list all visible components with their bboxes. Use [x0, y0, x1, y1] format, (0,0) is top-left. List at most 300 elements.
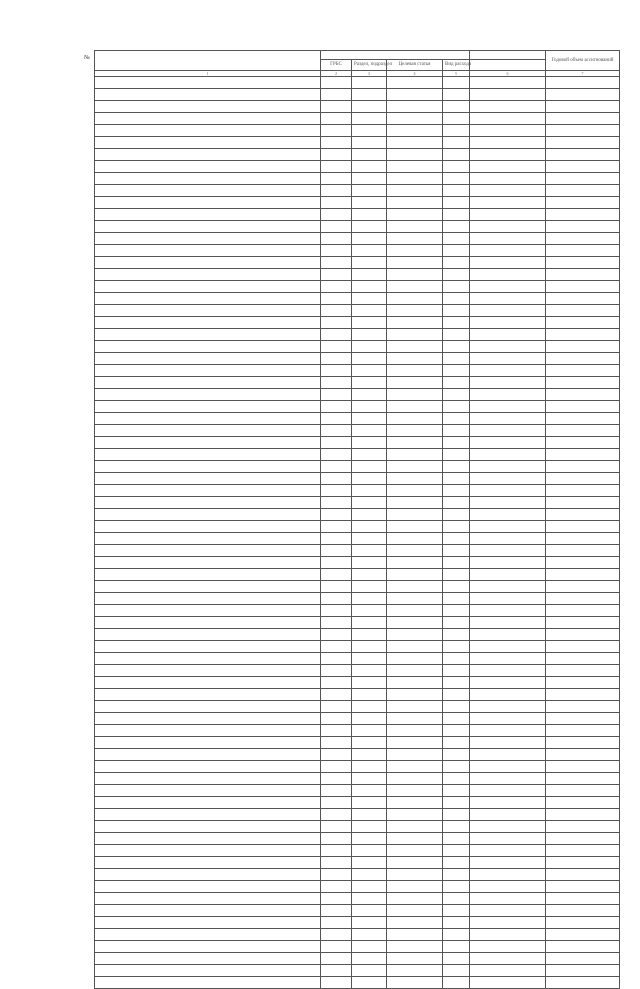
- row-grbs-cell: [321, 641, 352, 653]
- row-name-cell: [95, 365, 321, 377]
- row-target-cell: [387, 185, 443, 197]
- row-extra-cell: [470, 701, 546, 713]
- row-target-cell: [387, 521, 443, 533]
- row-amount-cell: [546, 965, 620, 977]
- row-name-cell: [95, 305, 321, 317]
- row-name-cell: [95, 941, 321, 953]
- row-target-cell: [387, 149, 443, 161]
- row-target-cell: [387, 833, 443, 845]
- table-header-row-top: [95, 51, 620, 60]
- table-row: [95, 497, 620, 509]
- row-section-cell: [352, 377, 387, 389]
- row-grbs-cell: [321, 365, 352, 377]
- row-grbs-cell: [321, 449, 352, 461]
- row-amount-cell: [546, 605, 620, 617]
- row-target-cell: [387, 125, 443, 137]
- row-extra-cell: [470, 785, 546, 797]
- row-name-cell: [95, 257, 321, 269]
- row-grbs-cell: [321, 941, 352, 953]
- row-section-cell: [352, 797, 387, 809]
- row-section-cell: [352, 317, 387, 329]
- table-row: [95, 581, 620, 593]
- row-grbs-cell: [321, 977, 352, 989]
- table-row: [95, 101, 620, 113]
- row-extra-cell: [470, 281, 546, 293]
- row-amount-cell: [546, 581, 620, 593]
- row-kind-cell: [443, 869, 470, 881]
- row-grbs-cell: [321, 221, 352, 233]
- table-row: [95, 665, 620, 677]
- table-row: [95, 425, 620, 437]
- row-target-cell: [387, 785, 443, 797]
- row-extra-cell: [470, 101, 546, 113]
- row-kind-cell: [443, 473, 470, 485]
- table-row: [95, 833, 620, 845]
- row-extra-cell: [470, 953, 546, 965]
- table-row: [95, 449, 620, 461]
- row-name-cell: [95, 665, 321, 677]
- row-extra-cell: [470, 257, 546, 269]
- row-amount-cell: [546, 281, 620, 293]
- column-header-grbs: ГРБС: [321, 60, 352, 71]
- row-extra-cell: [470, 209, 546, 221]
- table-row: [95, 953, 620, 965]
- row-name-cell: [95, 233, 321, 245]
- row-amount-cell: [546, 761, 620, 773]
- row-name-cell: [95, 581, 321, 593]
- row-kind-cell: [443, 665, 470, 677]
- row-name-cell: [95, 509, 321, 521]
- row-name-cell: [95, 113, 321, 125]
- row-amount-cell: [546, 149, 620, 161]
- row-grbs-cell: [321, 953, 352, 965]
- row-target-cell: [387, 509, 443, 521]
- row-amount-cell: [546, 593, 620, 605]
- row-kind-cell: [443, 353, 470, 365]
- row-grbs-cell: [321, 665, 352, 677]
- row-extra-cell: [470, 725, 546, 737]
- row-section-cell: [352, 197, 387, 209]
- row-section-cell: [352, 809, 387, 821]
- row-grbs-cell: [321, 245, 352, 257]
- row-target-cell: [387, 317, 443, 329]
- row-extra-cell: [470, 773, 546, 785]
- table-row: [95, 689, 620, 701]
- row-amount-cell: [546, 689, 620, 701]
- row-amount-cell: [546, 89, 620, 101]
- row-kind-cell: [443, 773, 470, 785]
- row-section-cell: [352, 461, 387, 473]
- table-row: [95, 365, 620, 377]
- table-row: [95, 749, 620, 761]
- row-name-cell: [95, 773, 321, 785]
- row-name-cell: [95, 965, 321, 977]
- row-grbs-cell: [321, 701, 352, 713]
- row-name-cell: [95, 617, 321, 629]
- row-grbs-cell: [321, 101, 352, 113]
- row-grbs-cell: [321, 389, 352, 401]
- row-grbs-cell: [321, 161, 352, 173]
- row-kind-cell: [443, 233, 470, 245]
- row-name-cell: [95, 173, 321, 185]
- table-row: [95, 809, 620, 821]
- row-target-cell: [387, 581, 443, 593]
- row-name-cell: [95, 317, 321, 329]
- row-extra-cell: [470, 269, 546, 281]
- row-grbs-cell: [321, 233, 352, 245]
- row-kind-cell: [443, 185, 470, 197]
- row-amount-cell: [546, 101, 620, 113]
- row-name-cell: [95, 881, 321, 893]
- row-section-cell: [352, 545, 387, 557]
- row-amount-cell: [546, 845, 620, 857]
- row-grbs-cell: [321, 77, 352, 89]
- row-extra-cell: [470, 197, 546, 209]
- row-section-cell: [352, 761, 387, 773]
- row-grbs-cell: [321, 689, 352, 701]
- row-kind-cell: [443, 209, 470, 221]
- row-name-cell: [95, 857, 321, 869]
- table-row: [95, 677, 620, 689]
- row-grbs-cell: [321, 809, 352, 821]
- row-extra-cell: [470, 605, 546, 617]
- row-grbs-cell: [321, 761, 352, 773]
- row-target-cell: [387, 821, 443, 833]
- row-section-cell: [352, 737, 387, 749]
- column-header-section: Раздел, подраздел: [352, 60, 387, 71]
- row-kind-cell: [443, 509, 470, 521]
- table-row: [95, 533, 620, 545]
- row-kind-cell: [443, 437, 470, 449]
- row-name-cell: [95, 605, 321, 617]
- row-name-cell: [95, 713, 321, 725]
- row-grbs-cell: [321, 569, 352, 581]
- row-target-cell: [387, 449, 443, 461]
- row-target-cell: [387, 269, 443, 281]
- row-section-cell: [352, 857, 387, 869]
- row-target-cell: [387, 473, 443, 485]
- row-amount-cell: [546, 173, 620, 185]
- row-name-cell: [95, 437, 321, 449]
- row-target-cell: [387, 365, 443, 377]
- table-row: [95, 317, 620, 329]
- row-name-cell: [95, 269, 321, 281]
- row-grbs-cell: [321, 521, 352, 533]
- row-target-cell: [387, 389, 443, 401]
- row-extra-cell: [470, 869, 546, 881]
- table-row: [95, 869, 620, 881]
- row-kind-cell: [443, 161, 470, 173]
- row-name-cell: [95, 497, 321, 509]
- row-grbs-cell: [321, 197, 352, 209]
- row-grbs-cell: [321, 749, 352, 761]
- row-grbs-cell: [321, 629, 352, 641]
- row-amount-cell: [546, 485, 620, 497]
- row-target-cell: [387, 281, 443, 293]
- row-extra-cell: [470, 809, 546, 821]
- row-amount-cell: [546, 653, 620, 665]
- row-kind-cell: [443, 809, 470, 821]
- table-row: [95, 593, 620, 605]
- row-name-cell: [95, 401, 321, 413]
- row-name-cell: [95, 245, 321, 257]
- table-row: [95, 737, 620, 749]
- table-row: [95, 509, 620, 521]
- row-kind-cell: [443, 257, 470, 269]
- row-grbs-cell: [321, 437, 352, 449]
- row-target-cell: [387, 425, 443, 437]
- row-name-cell: [95, 89, 321, 101]
- row-target-cell: [387, 905, 443, 917]
- row-amount-cell: [546, 869, 620, 881]
- row-target-cell: [387, 437, 443, 449]
- row-section-cell: [352, 893, 387, 905]
- row-kind-cell: [443, 245, 470, 257]
- column-number: 4: [387, 71, 443, 77]
- row-extra-cell: [470, 245, 546, 257]
- row-section-cell: [352, 485, 387, 497]
- row-amount-cell: [546, 461, 620, 473]
- column-header-kind: Вид расхода: [443, 60, 470, 71]
- row-target-cell: [387, 857, 443, 869]
- row-extra-cell: [470, 185, 546, 197]
- table-row: [95, 641, 620, 653]
- row-kind-cell: [443, 629, 470, 641]
- row-grbs-cell: [321, 773, 352, 785]
- row-grbs-cell: [321, 833, 352, 845]
- row-kind-cell: [443, 737, 470, 749]
- row-name-cell: [95, 209, 321, 221]
- row-kind-cell: [443, 221, 470, 233]
- row-grbs-cell: [321, 905, 352, 917]
- row-target-cell: [387, 341, 443, 353]
- row-grbs-cell: [321, 401, 352, 413]
- row-section-cell: [352, 233, 387, 245]
- row-extra-cell: [470, 593, 546, 605]
- row-section-cell: [352, 713, 387, 725]
- column-number: 1: [95, 71, 321, 77]
- row-grbs-cell: [321, 965, 352, 977]
- row-extra-cell: [470, 365, 546, 377]
- row-section-cell: [352, 425, 387, 437]
- row-section-cell: [352, 77, 387, 89]
- row-kind-cell: [443, 341, 470, 353]
- row-section-cell: [352, 641, 387, 653]
- row-section-cell: [352, 785, 387, 797]
- row-amount-cell: [546, 881, 620, 893]
- row-extra-cell: [470, 449, 546, 461]
- table-row: [95, 977, 620, 989]
- row-kind-cell: [443, 929, 470, 941]
- row-name-cell: [95, 929, 321, 941]
- row-target-cell: [387, 953, 443, 965]
- table-row: [95, 857, 620, 869]
- table-row: [95, 161, 620, 173]
- row-section-cell: [352, 941, 387, 953]
- row-kind-cell: [443, 785, 470, 797]
- row-target-cell: [387, 845, 443, 857]
- row-name-cell: [95, 569, 321, 581]
- row-extra-cell: [470, 461, 546, 473]
- row-grbs-cell: [321, 185, 352, 197]
- row-kind-cell: [443, 269, 470, 281]
- row-section-cell: [352, 509, 387, 521]
- row-extra-cell: [470, 353, 546, 365]
- row-target-cell: [387, 413, 443, 425]
- row-section-cell: [352, 473, 387, 485]
- table-row: [95, 929, 620, 941]
- row-name-cell: [95, 809, 321, 821]
- row-kind-cell: [443, 941, 470, 953]
- row-extra-cell: [470, 893, 546, 905]
- row-extra-cell: [470, 761, 546, 773]
- row-extra-cell: [470, 665, 546, 677]
- row-target-cell: [387, 881, 443, 893]
- row-section-cell: [352, 293, 387, 305]
- row-amount-cell: [546, 929, 620, 941]
- table-row: [95, 845, 620, 857]
- row-kind-cell: [443, 113, 470, 125]
- row-section-cell: [352, 905, 387, 917]
- table-row: [95, 473, 620, 485]
- row-kind-cell: [443, 977, 470, 989]
- row-amount-cell: [546, 377, 620, 389]
- row-grbs-cell: [321, 509, 352, 521]
- row-section-cell: [352, 161, 387, 173]
- row-grbs-cell: [321, 149, 352, 161]
- row-kind-cell: [443, 749, 470, 761]
- table-row: [95, 521, 620, 533]
- row-extra-cell: [470, 305, 546, 317]
- row-name-cell: [95, 425, 321, 437]
- row-kind-cell: [443, 917, 470, 929]
- row-kind-cell: [443, 305, 470, 317]
- table-row: [95, 617, 620, 629]
- row-amount-cell: [546, 557, 620, 569]
- table-row: [95, 245, 620, 257]
- row-section-cell: [352, 269, 387, 281]
- row-target-cell: [387, 209, 443, 221]
- column-header-target: Целевая статья: [387, 60, 443, 71]
- row-extra-cell: [470, 917, 546, 929]
- row-target-cell: [387, 137, 443, 149]
- row-name-cell: [95, 869, 321, 881]
- row-amount-cell: [546, 233, 620, 245]
- row-name-cell: [95, 485, 321, 497]
- row-kind-cell: [443, 893, 470, 905]
- row-section-cell: [352, 953, 387, 965]
- row-section-cell: [352, 521, 387, 533]
- row-grbs-cell: [321, 845, 352, 857]
- row-section-cell: [352, 773, 387, 785]
- column-header-blank-sub: [470, 60, 546, 71]
- row-name-cell: [95, 461, 321, 473]
- row-grbs-cell: [321, 545, 352, 557]
- row-extra-cell: [470, 317, 546, 329]
- row-grbs-cell: [321, 893, 352, 905]
- row-kind-cell: [443, 857, 470, 869]
- row-section-cell: [352, 665, 387, 677]
- row-amount-cell: [546, 449, 620, 461]
- row-target-cell: [387, 713, 443, 725]
- column-number: 3: [352, 71, 387, 77]
- row-grbs-cell: [321, 257, 352, 269]
- row-section-cell: [352, 389, 387, 401]
- row-amount-cell: [546, 545, 620, 557]
- table-row: [95, 461, 620, 473]
- row-name-cell: [95, 293, 321, 305]
- row-extra-cell: [470, 857, 546, 869]
- row-grbs-cell: [321, 881, 352, 893]
- row-grbs-cell: [321, 173, 352, 185]
- row-extra-cell: [470, 161, 546, 173]
- row-section-cell: [352, 869, 387, 881]
- row-section-cell: [352, 677, 387, 689]
- row-target-cell: [387, 617, 443, 629]
- row-amount-cell: [546, 797, 620, 809]
- row-kind-cell: [443, 317, 470, 329]
- column-group-codes: [321, 51, 470, 60]
- row-kind-cell: [443, 713, 470, 725]
- row-section-cell: [352, 221, 387, 233]
- row-grbs-cell: [321, 209, 352, 221]
- row-target-cell: [387, 401, 443, 413]
- row-name-cell: [95, 629, 321, 641]
- row-amount-cell: [546, 821, 620, 833]
- row-target-cell: [387, 197, 443, 209]
- row-kind-cell: [443, 533, 470, 545]
- row-name-cell: [95, 413, 321, 425]
- row-section-cell: [352, 353, 387, 365]
- row-extra-cell: [470, 749, 546, 761]
- row-target-cell: [387, 725, 443, 737]
- row-name-cell: [95, 641, 321, 653]
- row-target-cell: [387, 353, 443, 365]
- row-target-cell: [387, 305, 443, 317]
- row-amount-cell: [546, 293, 620, 305]
- row-grbs-cell: [321, 461, 352, 473]
- page-marker: №: [84, 55, 90, 61]
- row-amount-cell: [546, 413, 620, 425]
- row-section-cell: [352, 209, 387, 221]
- row-name-cell: [95, 689, 321, 701]
- row-kind-cell: [443, 569, 470, 581]
- table-body: [95, 77, 620, 989]
- table-row: [95, 341, 620, 353]
- row-name-cell: [95, 161, 321, 173]
- row-extra-cell: [470, 401, 546, 413]
- row-extra-cell: [470, 965, 546, 977]
- row-target-cell: [387, 557, 443, 569]
- table-row: [95, 221, 620, 233]
- row-section-cell: [352, 497, 387, 509]
- row-section-cell: [352, 965, 387, 977]
- row-extra-cell: [470, 341, 546, 353]
- row-section-cell: [352, 281, 387, 293]
- row-section-cell: [352, 533, 387, 545]
- row-target-cell: [387, 257, 443, 269]
- row-kind-cell: [443, 617, 470, 629]
- row-target-cell: [387, 701, 443, 713]
- row-target-cell: [387, 917, 443, 929]
- row-amount-cell: [546, 137, 620, 149]
- row-amount-cell: [546, 401, 620, 413]
- row-grbs-cell: [321, 269, 352, 281]
- row-amount-cell: [546, 677, 620, 689]
- row-target-cell: [387, 245, 443, 257]
- row-target-cell: [387, 641, 443, 653]
- column-header-amount: Годовой объем ассигнований: [546, 51, 620, 71]
